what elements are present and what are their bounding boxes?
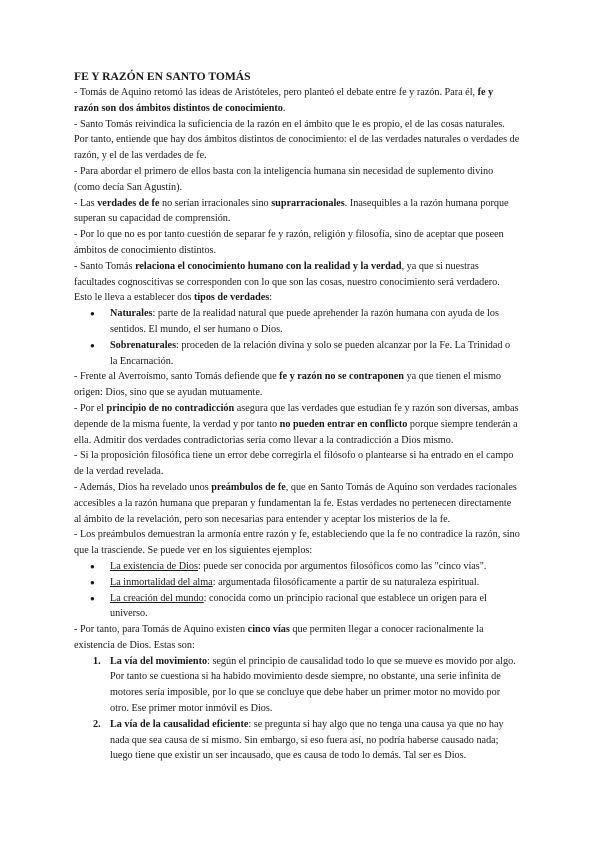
text-run: - Además, Dios ha revelado unos: [74, 481, 212, 493]
text-run: : argumentada filosóficamente a partir de su naturaleza espiritual.: [212, 576, 480, 588]
list-number: 1.: [93, 655, 101, 667]
text-run: : según el principio de causalidad todo lo que se mueve es movido por algo. Por tanto se cuestiona si ha habido movimiento desde siempre, no obstante, una serie infinita de motores sería imposible, por lo que se concluye que debe haber un primer motor no movido por otro. Ese primer motor inmóvil es Dios.: [110, 655, 516, 715]
text-run: - Santo Tomás: [74, 260, 136, 272]
vias-list: [74, 654, 520, 765]
text-run: , que en Santo Tomás de Aquino son verdades racionales accesibles a la razón humana que preparan y fundamentan la fe. Estas verdades no pertenecen directamente al ámbito de la revelación, pero son necesarias para entender y aceptar los misterios de la fe.: [74, 481, 517, 525]
list-item: [110, 575, 520, 591]
text-run: - Frente al Averroísmo, santo Tomás defiende que: [74, 371, 280, 383]
paragraph-suficiencia: - Santo Tomás reivindica la suficiencia de la razón en el ámbito que le es propio, el de las cosas naturales. Por tanto, entiende que hay dos ámbitos distintos de conocimiento: el de las verdades naturales o verdades de razón, y el de las verdades de fe.: [74, 118, 520, 162]
paragraph-averroismo: [74, 369, 520, 401]
paragraph-armonia: - Los preámbulos demuestran la armonía entre razón y fe, estableciendo que la fe no contradice la razón, sino que la trasciende. Se puede ver en los siguientes ejemplos:: [74, 529, 520, 557]
underlined-text: La inmortalidad del alma: [110, 576, 213, 588]
text-run: :: [269, 292, 273, 304]
paragraph-verdades-fe: [74, 196, 520, 228]
text-run: que permiten llegar a conocer racionalmente la existencia de Dios. Estas son:: [74, 624, 484, 651]
tipos-verdades-list: [74, 306, 520, 369]
text-run: porque siempre tenderán a ella. Admitir dos verdades contradictorias sería como llevar a la contradicción a Dios mismo.: [74, 418, 518, 446]
paragraph-intro: [74, 85, 520, 117]
underlined-text: La creación del mundo: [110, 592, 204, 604]
document-title: FE Y RAZÓN EN SANTO TOMÁS: [74, 70, 251, 83]
bold-text: tipos de verdades: [193, 292, 270, 304]
text-run: asegura que las verdades que estudian fe y razón son diversas, ambas depende de la misma fuente, la verdad y por tanto: [74, 402, 519, 430]
bold-text: no pueden entrar en conflicto: [279, 418, 408, 430]
bold-text: verdades de fe: [97, 197, 160, 209]
list-item: [93, 717, 520, 764]
text-run: : parte de la realidad natural que puede aprehender la razón humana con ayuda de los sentidos. El mundo, el ser humano o Dios.: [110, 308, 499, 335]
list-item: [110, 338, 520, 370]
list-item: [110, 306, 520, 338]
paragraph-ambitos: - Por lo que no es por tanto cuestión de separar fe y razón, religión y filosofía, sino de aceptar que poseen ámbitos de conocimiento distintos.: [74, 229, 504, 256]
paragraph-error: - Si la proposición filosófica tiene un error debe corregirla el filósofo o plantearse si ha entrado en el campo de la verdad revelada.: [74, 450, 514, 478]
list-item: [93, 654, 520, 717]
list-item: [110, 559, 520, 575]
ejemplos-list: [74, 559, 520, 622]
bold-text: principio de no contradicción: [106, 402, 235, 414]
text-run: no serían irracionales sino: [159, 197, 272, 209]
bold-text: preámbulos de fe: [211, 481, 286, 493]
paragraph-conocimiento: [74, 259, 520, 306]
text-run: ya que tienen el mismo origen: Dios, sino que se ayudan mutuamente.: [74, 371, 501, 399]
text-run: - Las: [74, 197, 98, 209]
text-run: : conocida como un principio racional que establece un origen para el universo.: [110, 592, 487, 620]
text-run: - Por tanto, para Tomás de Aquino existen: [74, 624, 248, 636]
text-run: .: [282, 102, 286, 114]
bold-text: La vía de la causalidad eficiente: [110, 718, 249, 730]
bold-text: La vía del movimiento: [110, 655, 208, 667]
text-run: : se pregunta si hay algo que no tenga una causa ya que no hay nada que sea causa de sí mismo. Sin embargo, si eso fuera así, no podría haberse causado nada; luego tiene que existir un ser incausado, que es causa de todo lo demás. Tal ser es Dios.: [110, 718, 504, 762]
text-run: - Por el: [74, 402, 107, 414]
underlined-text: La existencia de Dios: [110, 560, 198, 572]
bold-text: Naturales: [110, 308, 153, 320]
list-item: [110, 591, 520, 623]
bold-text: Sobrenaturales: [110, 339, 177, 351]
paragraph-no-contradiccion: [74, 401, 520, 448]
paragraph-cinco-vias: [74, 622, 520, 654]
paragraph-preambulos: [74, 480, 520, 527]
bold-text: relaciona el conocimiento humano con la realidad y la verdad: [135, 260, 402, 272]
text-run: , ya que si nuestras facultades cognoscitivas se corresponden con lo que son las cosas, nuestro conocimiento será verdadero. Esto le lleva a establecer dos: [74, 260, 500, 304]
paragraph-inteligencia: - Para abordar el primero de ellos basta con la inteligencia humana sin necesidad de suplemento divino (como decía San Agustín).: [74, 165, 494, 193]
bold-text: cinco vías: [247, 624, 290, 636]
text-run: - Tomás de Aquino retomó las ideas de Aristóteles, pero planteó el debate entre fe y razón. Para él,: [74, 87, 478, 98]
bold-text: fe y razón son dos ámbitos distintos de conocimiento: [74, 87, 494, 114]
bold-text: fe y razón no se contraponen: [279, 371, 404, 383]
text-run: : puede ser conocida por argumentos filosóficos como las "cinco vías".: [197, 560, 487, 572]
text-run: : proceden de la relación divina y solo se pueden alcanzar por la Fe. La Trinidad o la Encarnación.: [110, 339, 511, 367]
list-number: 2.: [93, 718, 101, 730]
text-run: . Inasequibles a la razón humana porque superan su capacidad de comprensión.: [74, 197, 509, 225]
bold-text: suprarracionales: [271, 197, 345, 209]
